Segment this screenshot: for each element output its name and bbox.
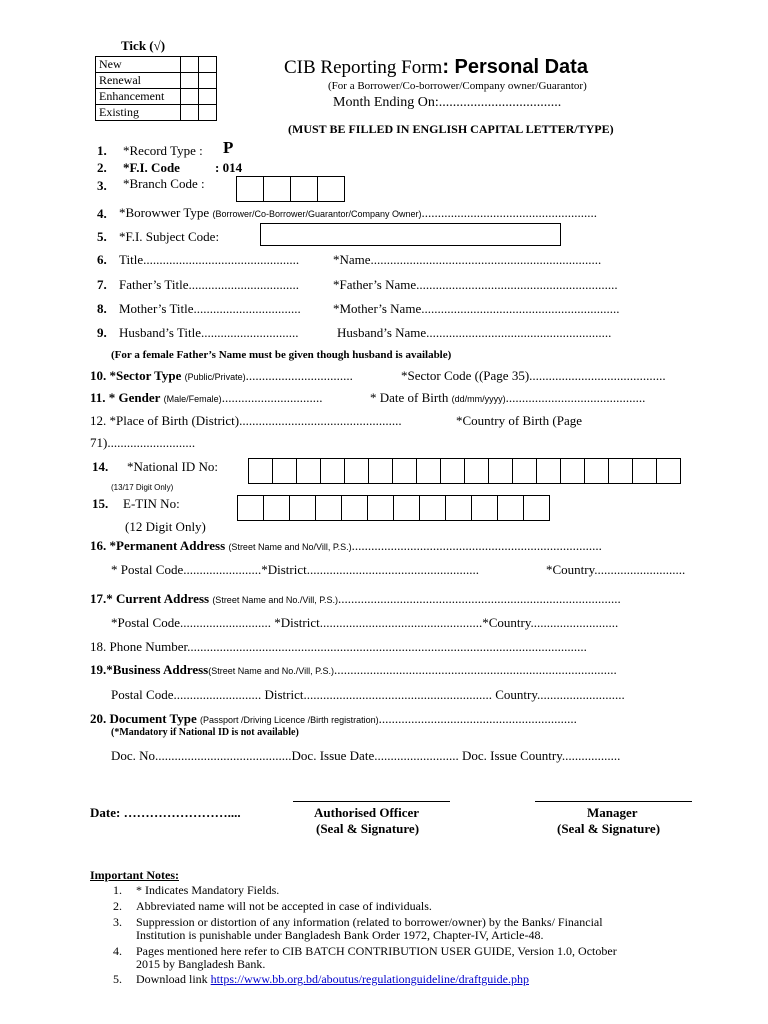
tick-option-enhancement: Enhancement [96,89,181,105]
manager-signature-line [535,801,692,802]
nid-cell[interactable] [608,458,633,484]
tick-checkbox-existing[interactable] [181,105,199,121]
tick-option-new: New [96,57,181,73]
etin-cell[interactable] [471,495,498,521]
nid-cell[interactable] [584,458,609,484]
tick-checkbox-new-2[interactable] [199,57,217,73]
note-3-text: Suppression or distortion of any information (related to borrower/owner) by the Banks/ Financial [136,915,603,929]
note-4-text-cont: 2015 by Bangladesh Bank. [136,957,266,971]
field-11-dob-hint: (dd/mm/yyyy) [451,394,506,404]
note-5-text: Download link [136,972,208,986]
field-20-note: (*Mandatory if National ID is not available) [111,727,299,738]
nid-cell[interactable] [320,458,345,484]
officer-signature-line [293,801,450,802]
etin-cell[interactable] [419,495,446,521]
field-16-label: 16. *Permanent Address [90,538,226,553]
field-16-row [90,538,602,554]
notes-heading: Important Notes: [90,868,179,882]
nid-cell[interactable] [512,458,537,484]
etin-cell[interactable] [315,495,342,521]
nid-cell[interactable] [416,458,441,484]
nid-cell[interactable] [368,458,393,484]
field-9-num: 9. [97,325,107,340]
field-16-dots[interactable]: ............................................................................. [351,538,602,553]
field-5-label: *F.I. Subject Code: [119,229,220,244]
note-2-num: 2. [113,899,122,913]
nid-cell[interactable] [440,458,465,484]
field-12-country: *Country of Birth (Page [456,413,583,428]
field-20-dots[interactable]: ............................................................. [378,711,577,726]
nid-cell[interactable] [248,458,273,484]
form-instruction: (MUST BE FILLED IN ENGLISH CAPITAL LETTER/TYPE) [288,122,614,136]
field-4-row [119,205,597,221]
field-10-sector-code[interactable]: *Sector Code ((Page 35).......................................... [401,368,666,383]
field-4-dots[interactable]: ...................................................... [421,205,598,220]
field-15-note: (12 Digit Only) [125,519,206,534]
form-title-serif: CIB Reporting Form [284,57,443,78]
field-16-country[interactable]: *Country............................ [546,562,686,577]
field-17-hint: (Street Name and No./Vill, P.S.) [212,595,339,605]
branch-code-cell[interactable] [236,176,264,202]
field-20-hint: (Passport /Driving Licence /Birth registration) [200,715,379,725]
etin-cells[interactable] [237,495,549,521]
form-title [284,56,588,79]
field-19-label: 19.*Business Address [90,662,209,677]
field-3-label: *Branch Code : [123,176,205,191]
manager-label: Manager [587,805,638,820]
note-4-num: 4. [113,944,122,958]
nid-cell[interactable] [296,458,321,484]
etin-cell[interactable] [289,495,316,521]
tick-checkbox-existing-2[interactable] [199,105,217,121]
note-1-text: * Indicates Mandatory Fields. [136,883,280,897]
nid-cell[interactable] [464,458,489,484]
tick-checkbox-enhancement[interactable] [181,89,199,105]
etin-cell[interactable] [393,495,420,521]
field-10-hint: (Public/Private) [184,372,246,382]
field-15-num: 15. [92,496,109,511]
field-20-row [90,711,577,727]
tick-checkbox-renewal[interactable] [181,73,199,89]
note-3-text-cont: Institution is punishable under Bangladesh Bank Order 1972, Chapter-IV, Article-48. [136,928,544,942]
nid-cell[interactable] [272,458,297,484]
note-2-text: Abbreviated name will not be accepted in case of individuals. [136,899,432,913]
field-6-title[interactable]: Title................................................ [119,252,300,267]
etin-cell[interactable] [367,495,394,521]
field-11-hint: (Male/Female) [163,394,222,404]
tick-title: Tick (√) [121,38,166,53]
etin-cell[interactable] [263,495,290,521]
field-4-hint: (Borrower/Co-Borrower/Guarantor/Company Owner) [212,209,422,219]
form-subtitle: (For a Borrower/Co-borrower/Company owner/Guarantor) [328,80,587,92]
field-5-num: 5. [97,229,107,244]
field-12-place[interactable]: 12. *Place of Birth (District).................................................. [90,413,402,428]
field-2-label: *F.I. Code [123,160,180,175]
tick-checkbox-enhancement-2[interactable] [199,89,217,105]
field-8-num: 8. [97,301,107,316]
field-8-title[interactable]: Mother’s Title................................. [119,301,301,316]
field-10-row [90,368,353,384]
field-17-row [90,591,621,607]
field-15-label: E-TIN No: [123,496,180,511]
field-14-label: *National ID No: [127,459,218,474]
nid-cell[interactable] [392,458,417,484]
date-field[interactable]: Date: …………………….... [90,805,241,820]
field-17-label: 17.* Current Address [90,591,210,606]
field-10-label: 10. *Sector Type [90,368,182,383]
form-title-bold: : Personal Data [442,56,588,78]
field-11-label: 11. * Gender [90,390,161,405]
field-14-note: (13/17 Digit Only) [111,483,174,492]
tick-checkbox-new[interactable] [181,57,199,73]
field-14-num: 14. [92,459,109,474]
officer-seal: (Seal & Signature) [316,821,420,836]
nid-cell[interactable] [536,458,561,484]
field-19-postal[interactable]: Postal Code........................... District.......................................................... Country........................... [111,687,625,702]
field-19-row [90,662,617,678]
field-2-num: 2. [97,160,107,175]
branch-code-cells[interactable] [236,176,344,202]
field-10-dots[interactable]: ................................. [245,368,353,383]
fi-subject-code-input[interactable] [260,223,561,246]
field-7-title[interactable]: Father’s Title.................................. [119,277,299,292]
field-9-name[interactable]: Husband’s Name......................................................... [337,325,612,340]
etin-cell[interactable] [497,495,524,521]
etin-cell[interactable] [445,495,472,521]
etin-cell[interactable] [341,495,368,521]
manager-seal: (Seal & Signature) [557,821,661,836]
field-1-num: 1. [97,143,107,158]
nid-cell[interactable] [632,458,657,484]
field-11-dob-label: * Date of Birth [370,390,449,405]
tick-option-renewal: Renewal [96,73,181,89]
field-9-title[interactable]: Husband’s Title.............................. [119,325,299,340]
tick-table [95,56,217,121]
download-link[interactable]: https://www.bb.org.bd/aboutus/regulationguideline/draftguide.php [210,972,529,986]
field-11-dob-dots[interactable]: ........................................... [505,390,646,405]
etin-cell[interactable] [237,495,264,521]
field-16-postal-district[interactable]: * Postal Code........................*District..................................................... [111,562,479,577]
tick-checkbox-renewal-2[interactable] [199,73,217,89]
field-7-num: 7. [97,277,107,292]
field-4-num: 4. [97,206,107,221]
field-2-value: : 014 [215,160,243,175]
field-11-dots[interactable]: ............................... [221,390,323,405]
field-11-row [90,390,322,406]
field-6-name[interactable]: *Name....................................................................... [333,252,602,267]
branch-code-cell[interactable] [263,176,291,202]
field-8-name[interactable]: *Mother’s Name............................................................. [333,301,620,316]
field-19-hint: (Street Name and No./Vill, P.S.) [208,666,334,676]
tick-option-existing: Existing [96,105,181,121]
nid-cell[interactable] [488,458,513,484]
note-3-num: 3. [113,915,122,929]
field-12-country-cont[interactable]: 71)........................... [90,435,196,450]
note-4-text: Pages mentioned here refer to CIB BATCH CONTRIBUTION USER GUIDE, Version 1.0, October [136,944,617,958]
note-5-num: 5. [113,972,122,986]
officer-label: Authorised Officer [314,805,420,820]
note-1-num: 1. [113,883,122,897]
nid-cell[interactable] [656,458,681,484]
field-4-label: *Borowwer Type [119,205,210,220]
field-19-dots[interactable]: ....................................................................................... [333,662,617,677]
branch-code-cell[interactable] [290,176,318,202]
field-3-num: 3. [97,178,107,193]
field-20-label: 20. Document Type [90,711,197,726]
field-1-value: P [223,138,234,157]
field-1-label: *Record Type : [123,143,203,158]
field-7-name[interactable]: *Father’s Name.............................................................. [333,277,618,292]
note-5-row [136,972,529,987]
month-ending: Month Ending On:................................... [333,95,562,110]
field-18-phone[interactable]: 18. Phone Number........................................................................................................................... [90,639,587,654]
field-17-dots[interactable]: ....................................................................................... [338,591,621,606]
field-16-hint: (Street Name and No/Vill, P.S.) [228,542,352,552]
field-17-postal[interactable]: *Postal Code............................ *District..................................................*Country........................... [111,615,619,630]
national-id-cells[interactable] [248,458,680,484]
nid-cell[interactable] [344,458,369,484]
nid-cell[interactable] [560,458,585,484]
branch-code-cell[interactable] [317,176,345,202]
field-11-dob-row [370,390,645,406]
field-6-num: 6. [97,252,107,267]
field-20-doc-row[interactable]: Doc. No..........................................Doc. Issue Date.......................... Doc. Issue Country.................. [111,748,621,763]
etin-cell[interactable] [523,495,550,521]
female-note: (For a female Father’s Name must be given though husband is available) [111,349,452,361]
